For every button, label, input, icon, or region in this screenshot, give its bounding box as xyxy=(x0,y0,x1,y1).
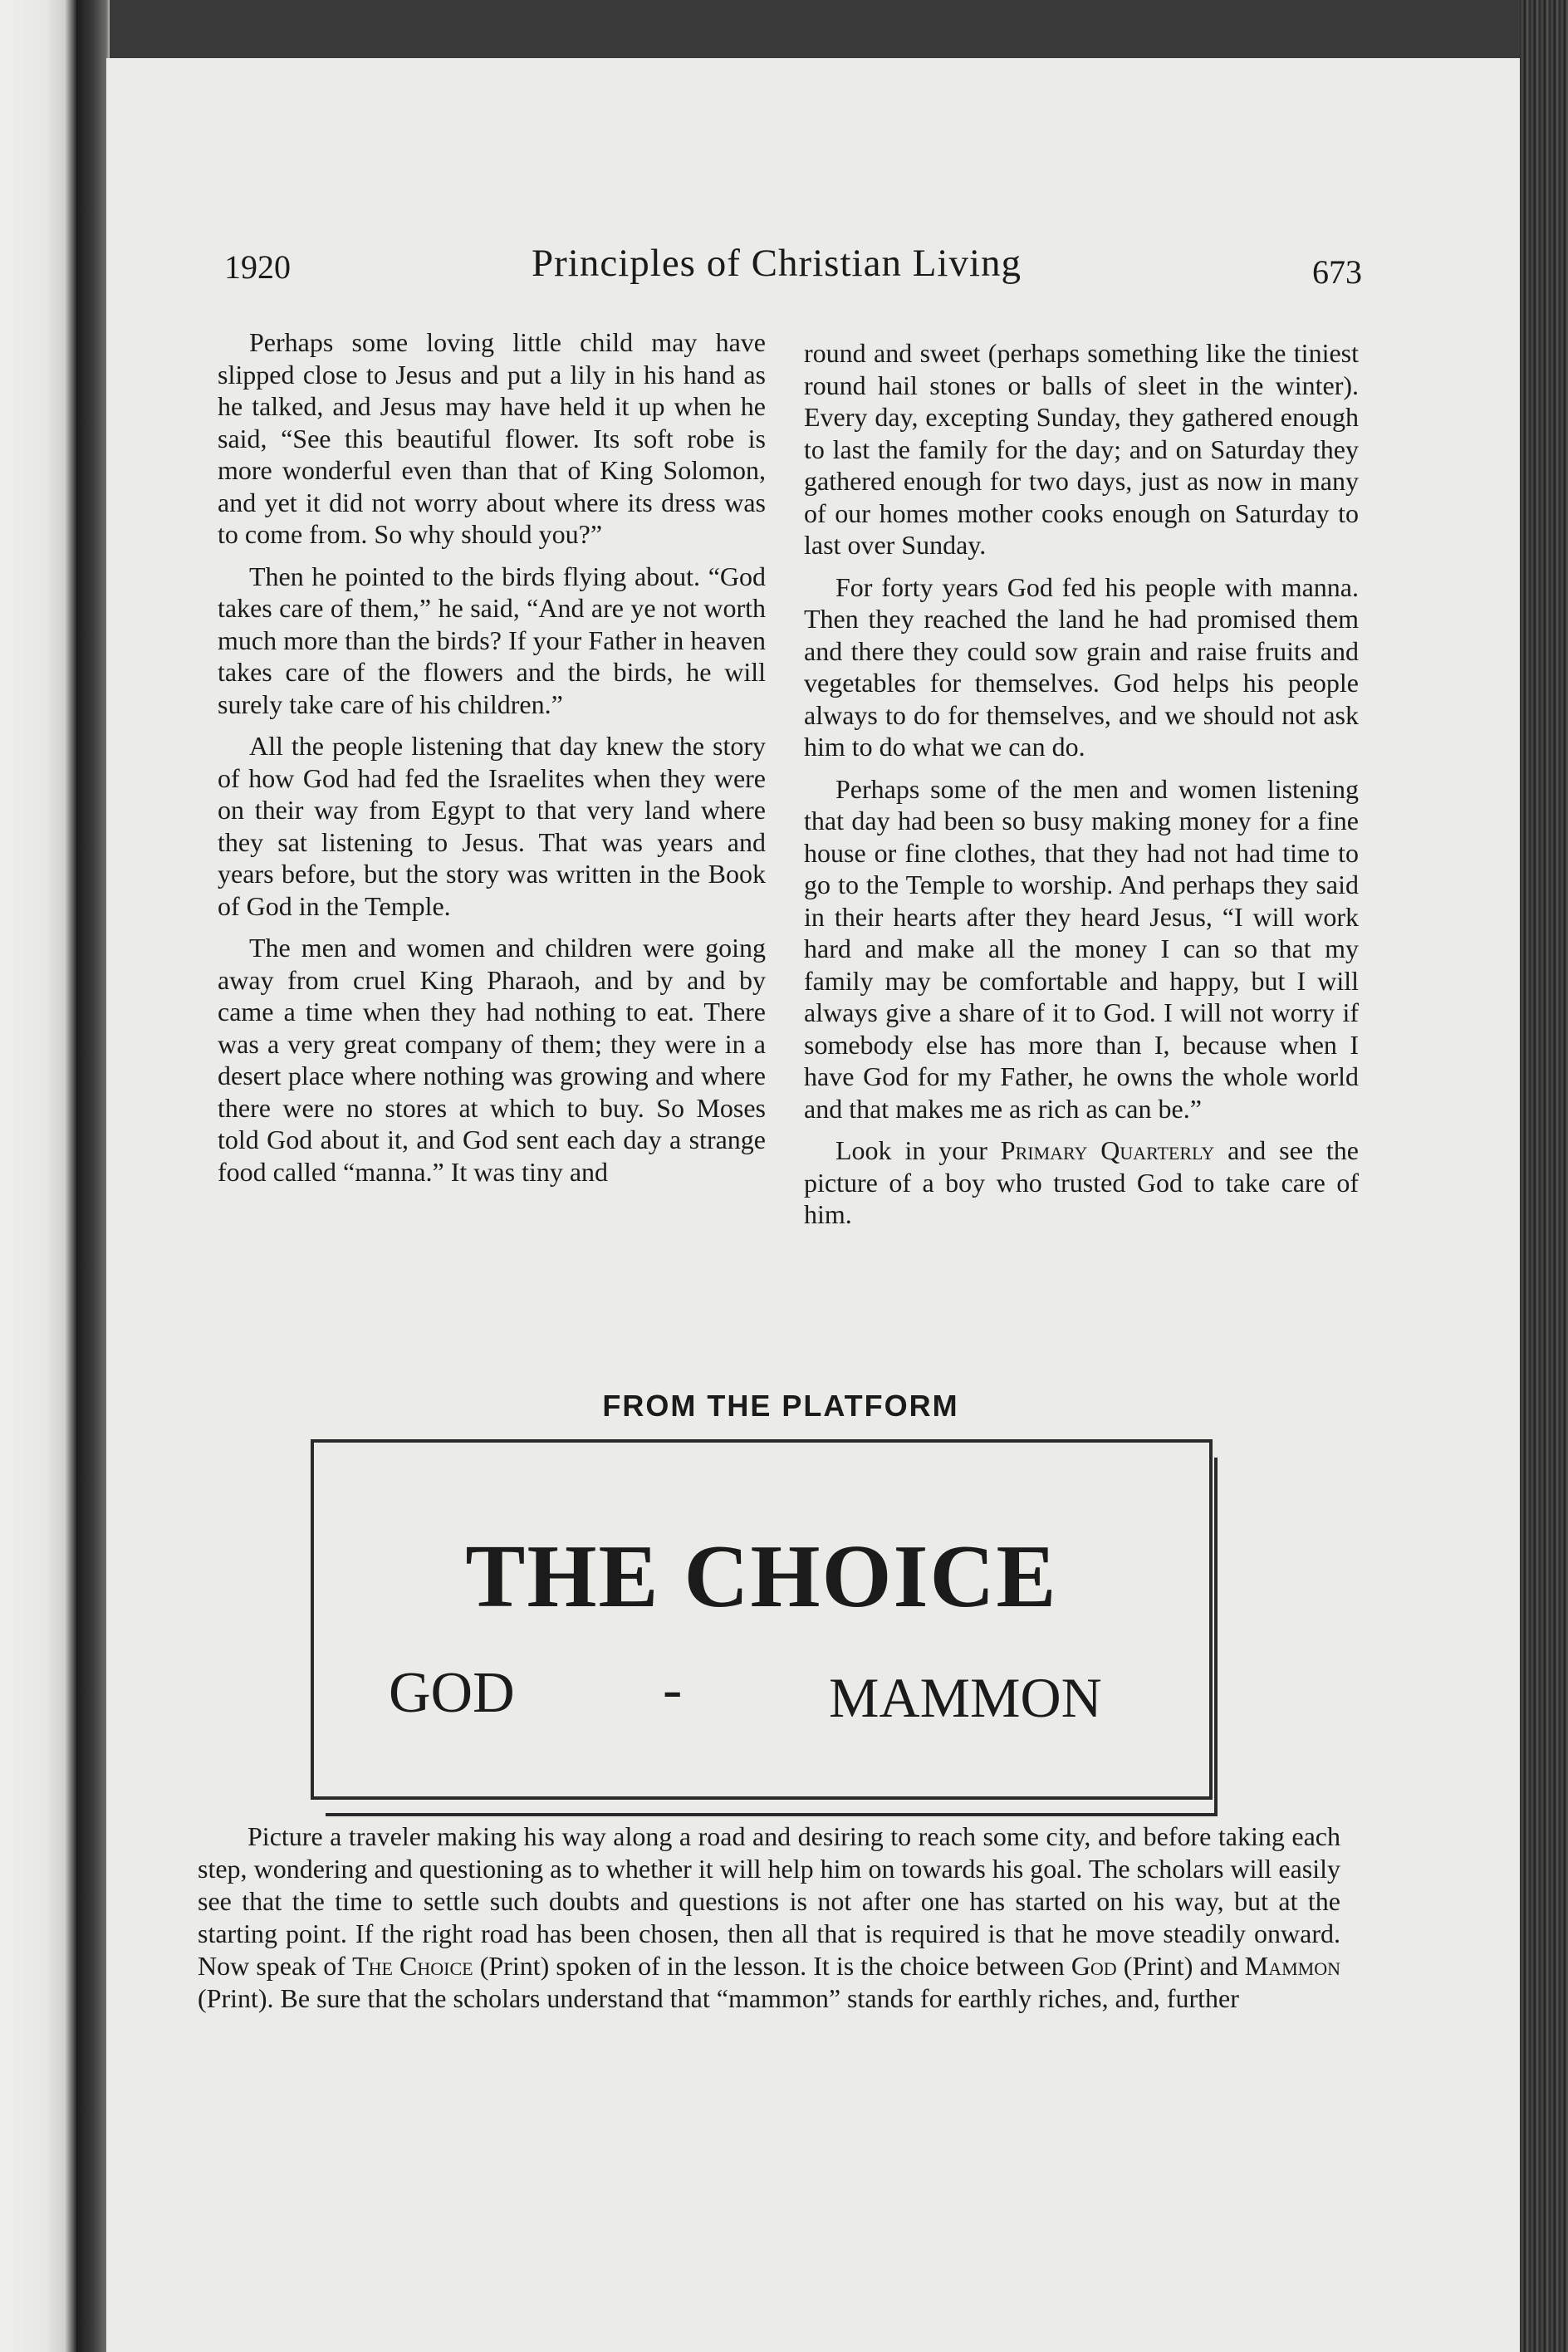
text-run: (Print) and xyxy=(1116,1951,1245,1981)
platform-explanation xyxy=(198,1820,1340,2015)
page-number: 673 xyxy=(1312,253,1362,291)
text-run: (Print). Be sure that the scholars understand that “mammon” stands for earthly riches, and, further xyxy=(198,1983,1239,2013)
book-gutter xyxy=(76,0,110,2352)
book-edge xyxy=(1520,0,1568,2352)
text-run: Look in your xyxy=(835,1135,1001,1165)
quarterly-title: Primary Quarterly xyxy=(1000,1135,1215,1165)
left-column xyxy=(218,326,766,1198)
right-column xyxy=(804,337,1359,1241)
paragraph xyxy=(804,1134,1359,1231)
header-year: 1920 xyxy=(224,248,291,286)
smallcaps-term: Mammon xyxy=(1244,1951,1341,1981)
text-run: Picture a traveler making his way along a road and desiring to reach some city, and before taking each step, wondering and questioning as to whether it will help him on towards his goal. The scholars will easily see that the time to settle such doubts and questions is not after one has started on his way, but at the starting point. If the right road has been chosen, then all that is required is that he move steadily onward. Now speak of xyxy=(198,1821,1340,1981)
paragraph xyxy=(198,1820,1340,2015)
board-title: THE CHOICE xyxy=(465,1527,1058,1626)
board-left-word: GOD xyxy=(389,1661,515,1725)
board-right-word: MAMMON xyxy=(829,1666,1102,1729)
blackboard-frame xyxy=(311,1439,1213,1800)
paragraph: Perhaps some of the men and women listening that day had been so busy making money for a fine house or fine clothes, that they had not had time to go to the Temple to worship. And perhaps they said in their hearts after they heard Jesus, “I will work hard and make all the money I can so that my family may be comfortable and happy, but I will always give a share of it to God. I will not worry if somebody else has more than I, because when I have God for my Father, he owns the whole world and that makes me as rich as can be.” xyxy=(804,773,1359,1124)
platform-heading: FROM THE PLATFORM xyxy=(602,1389,959,1423)
header-title: Principles of Christian Living xyxy=(532,242,1022,285)
paragraph: For forty years God fed his people with manna. Then they reached the land he had promised them and there they could sow grain and raise fruits and vegetables for themselves. God helps his people always to do for themselves, and we should not ask him to do what we can do. xyxy=(804,571,1359,762)
paragraph: All the people listening that day knew the story of how God had fed the Israelites when they were on their way from Egypt to that very land where they sat listening to Jesus. That was years and years before, but the story was written in the Book of God in the Temple. xyxy=(218,731,766,921)
paragraph: The men and women and children were going away from cruel King Pharaoh, and by and by came a time when they had nothing to eat. There was a very great company of them; they were in a desert place where nothing was growing and where there were no stores at which to buy. So Moses told God about it, and God sent each day a strange food called “manna.” It was tiny and xyxy=(218,933,766,1187)
board-separator: - xyxy=(663,1658,683,1722)
smallcaps-term: The Choice xyxy=(352,1951,473,1981)
paragraph: Perhaps some loving little child may have slipped close to Jesus and put a lily in his hand as he talked, and Jesus may have held it up when he said, “See this beautiful flower. Its soft robe is more wonderful even than that of King Solomon, and yet it did not worry about where its dress was to come from. So why should you?” xyxy=(218,327,766,549)
text-run: and see the picture of a boy who trusted God to take care of him. xyxy=(804,1135,1359,1229)
running-header xyxy=(224,241,1362,291)
smallcaps-term: God xyxy=(1071,1951,1117,1981)
facing-page-edge xyxy=(0,0,76,2352)
paragraph-continuation: round and sweet (perhaps something like the tiniest round hail stones or balls of sleet in the winter). Every day, excepting Sunday, they gathered enough to last the family for the day; and on Saturday they gathered enough for two days, just as now in many of our homes mother cooks enough on Saturday to last over Sunday. xyxy=(804,338,1359,560)
paragraph: Then he pointed to the birds flying about. “God takes care of them,” he said, “And are ye not worth much more than the birds? If your Father in heaven takes care of the flowers and the birds, he will surely take care of his children.” xyxy=(218,561,766,719)
text-run: (Print) spoken of in the lesson. It is the choice between xyxy=(473,1951,1071,1981)
